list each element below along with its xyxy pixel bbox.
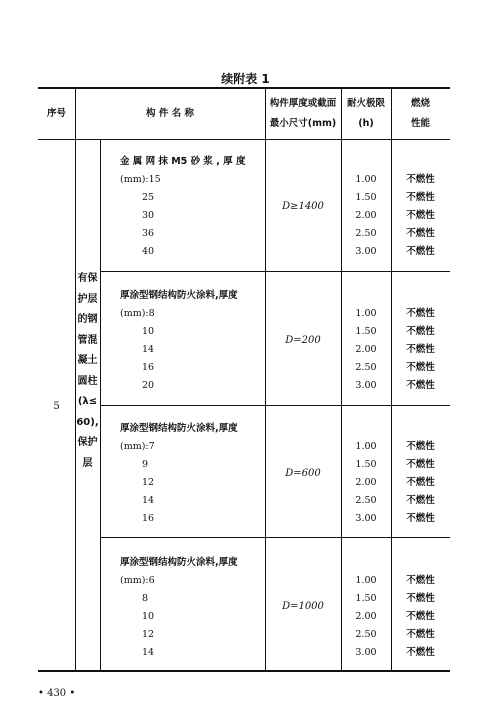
burn-props: [391, 438, 450, 528]
group-label-line: (λ≤: [77, 396, 98, 407]
group-label-line: 圆柱: [77, 375, 98, 387]
fire-limits: [341, 171, 391, 261]
burn-performance: 不燃性: [406, 174, 435, 185]
burn-performance: 不燃性: [406, 192, 435, 203]
burn-performance: 不燃性: [406, 629, 435, 640]
group-label-line: 凝土: [77, 355, 98, 366]
group-label-line: 护层: [77, 293, 98, 305]
burn-performance: 不燃性: [406, 611, 435, 622]
group-label-line: 有保: [77, 273, 98, 284]
header-dim-1: 构件厚度或截面: [269, 98, 337, 109]
header-name: 构 件 名 称: [146, 108, 194, 119]
group-description: [120, 554, 258, 662]
fire-limit: 3.00: [355, 513, 377, 524]
group-description: [120, 420, 258, 528]
thickness-row: 10: [142, 611, 155, 622]
dimension-value: D=200: [285, 335, 321, 346]
header-dim-2: 最小尺寸(mm): [269, 118, 337, 129]
fire-limit: 1.50: [355, 593, 377, 604]
fire-limits: [341, 438, 391, 528]
fire-limit: 3.00: [355, 647, 377, 658]
thickness-row: 16: [142, 513, 155, 524]
group-divider: [100, 271, 450, 272]
dimension-value: D=1000: [282, 601, 324, 612]
fire-limit: 2.00: [355, 210, 377, 221]
group-head: 厚涂型钢结构防火涂料,厚度: [120, 290, 238, 301]
burn-performance: 不燃性: [406, 246, 435, 257]
fire-limit: 2.50: [355, 495, 377, 506]
group-label-line: 管混: [77, 334, 98, 346]
group-head: 厚涂型钢结构防火涂料,厚度: [120, 557, 238, 568]
fire-limit: 1.00: [355, 441, 377, 452]
burn-performance: 不燃性: [406, 228, 435, 239]
burn-performance: 不燃性: [406, 326, 435, 337]
dimension-value: D=600: [285, 468, 321, 479]
burn-performance: 不燃性: [406, 380, 435, 391]
fire-limit: 1.50: [355, 326, 377, 337]
burn-performance: 不燃性: [406, 441, 435, 452]
burn-props: [391, 171, 450, 261]
thickness-row: 25: [142, 192, 155, 203]
group-head: 厚涂型钢结构防火涂料,厚度: [120, 423, 238, 434]
column-divider: [265, 89, 266, 670]
page-number: • 430 •: [38, 688, 76, 699]
fire-limit: 2.00: [355, 477, 377, 488]
fire-limit: 2.50: [355, 362, 377, 373]
fire-limit: 1.50: [355, 192, 377, 203]
group-label-line: 60),: [76, 416, 99, 428]
thickness-row: 20: [142, 380, 155, 391]
thickness-row: 30: [142, 210, 155, 221]
header-divider: [38, 139, 450, 140]
fire-limit: 1.00: [355, 174, 377, 185]
fire-limit: 1.00: [355, 575, 377, 586]
fire-limit: 3.00: [355, 246, 377, 257]
burn-performance: 不燃性: [406, 308, 435, 319]
thickness-row: 14: [142, 495, 155, 506]
fire-limit: 1.00: [355, 308, 377, 319]
burn-performance: 不燃性: [406, 593, 435, 604]
burn-performance: 不燃性: [406, 477, 435, 488]
table-title: 续附表 1: [221, 72, 270, 86]
thickness-row: 10: [142, 326, 155, 337]
burn-performance: 不燃性: [406, 362, 435, 373]
burn-props: [391, 572, 450, 662]
thickness-row: 12: [142, 629, 155, 640]
thickness-row: (mm):8: [120, 308, 155, 319]
group-description: [120, 153, 258, 261]
burn-performance: 不燃性: [406, 575, 435, 586]
thickness-row: 9: [142, 459, 149, 470]
thickness-row: (mm):7: [120, 441, 155, 452]
fire-limit: 2.00: [355, 344, 377, 355]
group-divider: [100, 405, 450, 406]
thickness-row: 36: [142, 228, 155, 239]
header-seq: 序号: [46, 108, 66, 119]
burn-performance: 不燃性: [406, 495, 435, 506]
row-seq: 5: [53, 401, 60, 412]
header-fire-1: 耐火极限: [346, 98, 385, 109]
fire-limits: [341, 305, 391, 395]
group-label-line: 保护: [77, 437, 98, 448]
thickness-row: 14: [142, 647, 155, 658]
group-description: [120, 287, 258, 395]
group-label: [75, 269, 100, 474]
group-label-line: 的钢: [77, 314, 98, 325]
fire-limits: [341, 572, 391, 662]
fire-limit: 2.50: [355, 629, 377, 640]
thickness-row: 40: [142, 246, 155, 257]
fire-limit: 2.00: [355, 611, 377, 622]
fire-resistance-table: [38, 87, 450, 672]
thickness-row: (mm):15: [120, 174, 161, 185]
fire-limit: 3.00: [355, 380, 377, 391]
thickness-row: (mm):6: [120, 575, 155, 586]
group-label-line: 层: [82, 457, 93, 469]
burn-performance: 不燃性: [406, 459, 435, 470]
header-burn-2: 性能: [410, 118, 430, 129]
group-head: 金 属 网 抹 M5 砂 浆 , 厚 度: [120, 156, 246, 167]
thickness-row: 16: [142, 362, 155, 373]
burn-performance: 不燃性: [406, 344, 435, 355]
fire-limit: 2.50: [355, 228, 377, 239]
burn-performance: 不燃性: [406, 647, 435, 658]
header-fire-2: (h): [358, 118, 374, 129]
group-divider: [100, 537, 450, 538]
thickness-row: 8: [142, 593, 149, 604]
burn-performance: 不燃性: [406, 210, 435, 221]
thickness-row: 12: [142, 477, 155, 488]
thickness-row: 14: [142, 344, 155, 355]
burn-props: [391, 305, 450, 395]
dimension-value: D≥1400: [282, 201, 324, 212]
fire-limit: 1.50: [355, 459, 377, 470]
header-burn-1: 燃烧: [410, 98, 430, 109]
burn-performance: 不燃性: [406, 513, 435, 524]
